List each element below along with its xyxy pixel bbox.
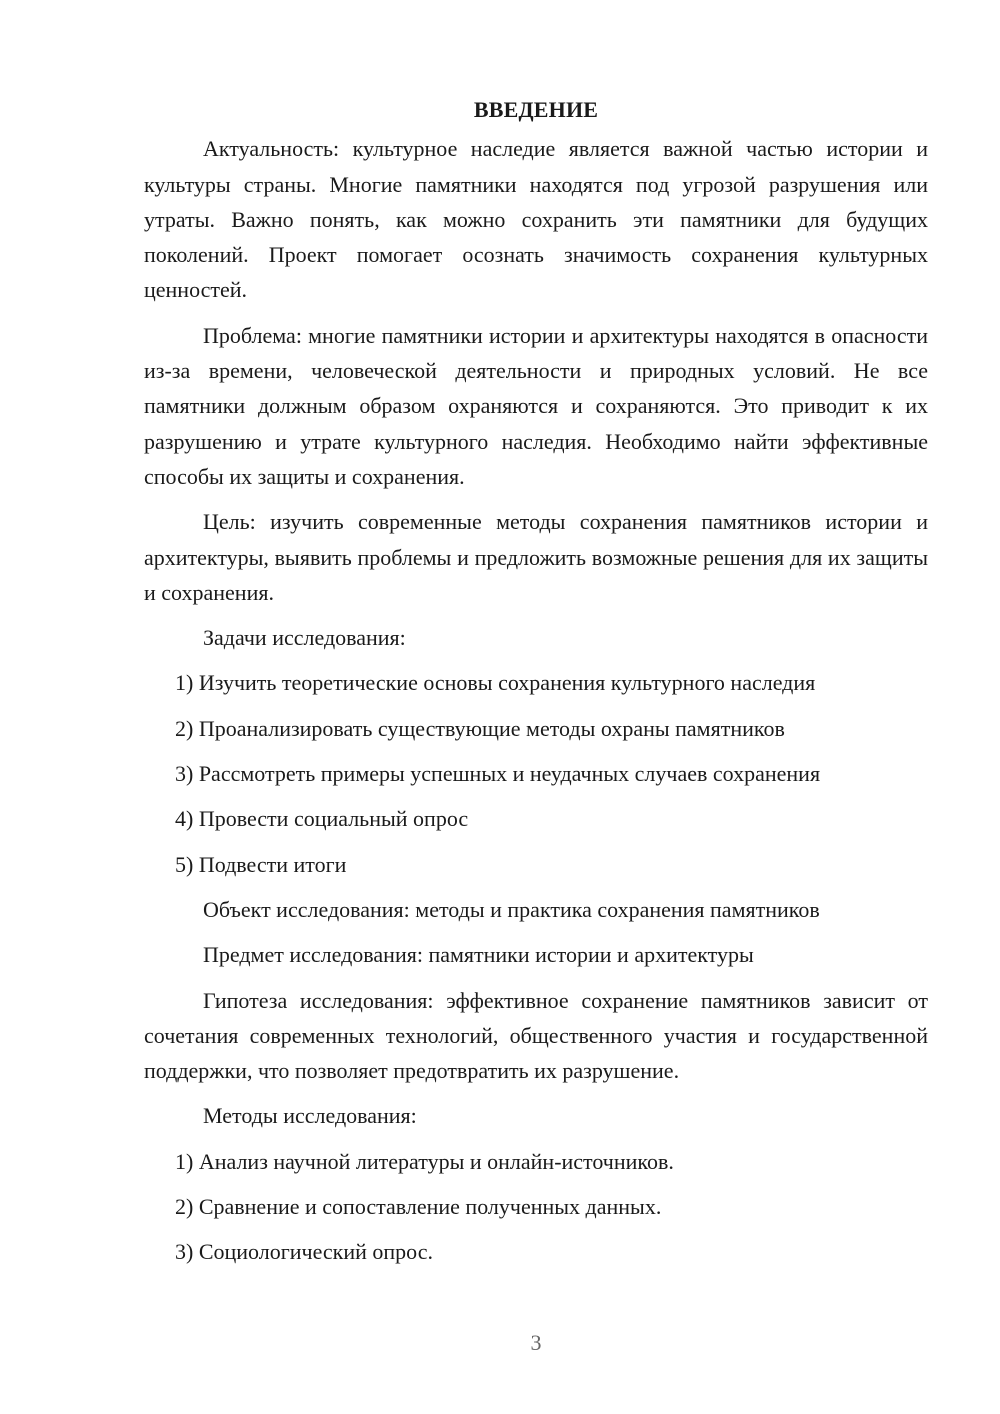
method-item: 2) Сравнение и сопоставление полученных данных. <box>175 1194 662 1220</box>
relevance-paragraph: Актуальность: культурное наследие является важной частью истории и культуры страны. Многие памятники находятся под угрозой разрушения или утраты. Важно понять, как можно сохранить эти памятники для будущих поколений. Проект помогает осознать значимость сохранения культурных ценностей. <box>144 136 928 303</box>
tasks-heading: Задачи исследования: <box>203 625 406 651</box>
methods-list <box>144 1144 928 1270</box>
method-item: 1) Анализ научной литературы и онлайн-источников. <box>175 1148 674 1174</box>
task-item: 4) Провести социальный опрос <box>175 806 469 832</box>
subject-paragraph: Предмет исследования: памятники истории и архитектуры <box>203 942 754 968</box>
goal-paragraph: Цель: изучить современные методы сохранения памятников истории и архитектуры, выявить проблемы и предложить возможные решения для их защиты и сохранения. <box>144 509 928 605</box>
document-page <box>144 92 928 1280</box>
methods-heading: Методы исследования: <box>203 1103 417 1129</box>
task-item: 5) Подвести итоги <box>175 851 347 877</box>
object-paragraph: Объект исследования: методы и практика сохранения памятников <box>203 896 820 922</box>
problem-paragraph: Проблема: многие памятники истории и архитектуры находятся в опасности из-за времени, человеческой деятельности и природных условий. Не все памятники должным образом охраняются и сохраняются. Это приводит к их разрушению и утрате культурного наследия. Необходимо найти эффективные способы их защиты и сохранения. <box>144 322 928 489</box>
task-item: 3) Рассмотреть примеры успешных и неудачных случаев сохранения <box>175 761 821 787</box>
task-item: 2) Проанализировать существующие методы охраны памятников <box>175 715 785 741</box>
task-item: 1) Изучить теоретические основы сохранения культурного наследия <box>175 670 816 696</box>
hypothesis-paragraph: Гипотеза исследования: эффективное сохранение памятников зависит от сочетания современных технологий, общественного участия и государственной поддержки, что позволяет предотвратить их разрушение. <box>144 987 928 1084</box>
page-number: 3 <box>530 1330 542 1355</box>
tasks-list <box>144 665 928 881</box>
section-title: ВВЕДЕНИЕ <box>473 97 599 122</box>
method-item: 3) Социологический опрос. <box>175 1239 433 1265</box>
